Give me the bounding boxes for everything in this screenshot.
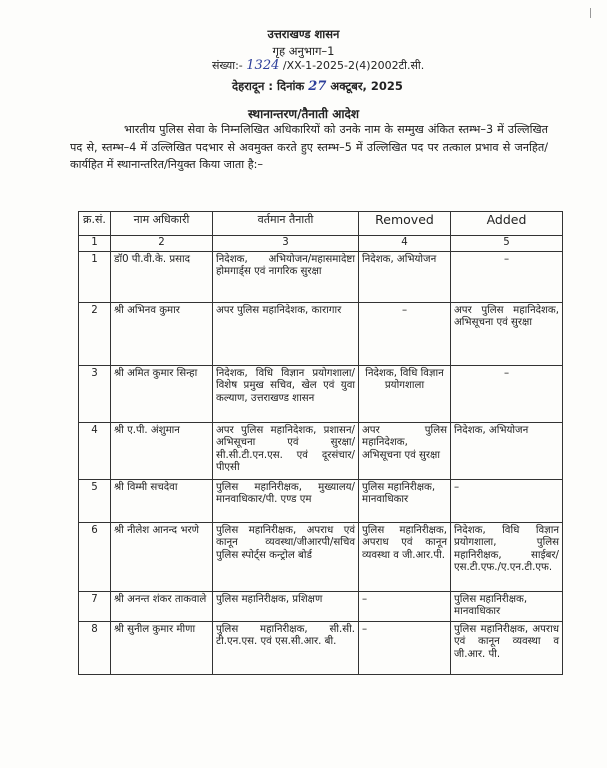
col-number: 5: [451, 236, 563, 252]
table-row: [79, 522, 563, 591]
col-header-added: Added: [451, 212, 563, 236]
cell-name: डॉ0 पी.वी.के. प्रसाद: [111, 251, 213, 302]
cell-removed: पुलिस महानिरीक्षक, अपराध एवं कानून व्यवस्था व जी.आर.पी.: [359, 522, 451, 591]
cell-removed: निदेशक, विधि विज्ञान प्रयोगशाला: [359, 365, 451, 422]
table-row: [79, 621, 563, 674]
col-header-sn: क्र.सं.: [79, 212, 111, 236]
government-heading: उत्तराखण्ड शासन: [267, 27, 340, 41]
ref-suffix: /XX-1-2025-2(4)2002टी.सी.: [282, 59, 425, 72]
cell-current: निदेशक, अभियोजन/महासमादेष्टा होमगार्ड्स एवं नागरिक सुरक्षा: [213, 251, 359, 302]
reference-number: [212, 58, 424, 73]
cell-current: पुलिस महानिरीक्षक, प्रशिक्षण: [213, 591, 359, 621]
cell-added: –: [451, 365, 563, 422]
cell-current: पुलिस महानिरीक्षक, सी.सी. टी.एन.एस. एवं एस.सी.आर. बी.: [213, 621, 359, 674]
cell-current: निदेशक, विधि विज्ञान प्रयोगशाला/विशेष प्रमुख सचिव, खेल एवं युवा कल्याण, उत्तराखण्ड शासन: [213, 365, 359, 422]
col-number: 1: [79, 236, 111, 252]
date-suffix: अक्टूबर, 2025: [330, 79, 403, 93]
cell-removed: –: [359, 302, 451, 365]
table-row: [79, 422, 563, 479]
cell-current: पुलिस महानिरीक्षक, अपराध एवं कानून व्यवस्था/जीआरपी/सचिव पुलिस स्पोर्ट्स कन्ट्रोल बोर्ड: [213, 522, 359, 591]
table-row: [79, 479, 563, 522]
col-header-name: नाम अधिकारी: [111, 212, 213, 236]
cell-sn: 5: [79, 479, 111, 522]
cell-current: पुलिस महानिरीक्षक, मुख्यालय/मानवाधिकार/पी. एण्ड एम: [213, 479, 359, 522]
cell-name: श्री अभिनव कुमार: [111, 302, 213, 365]
cell-removed: पुलिस महानिरीक्षक, मानवाधिकार: [359, 479, 451, 522]
cell-added: पुलिस महानिरीक्षक, अपराध एवं कानून व्यवस्था व जी.आर. पी.: [451, 621, 563, 674]
cell-sn: 8: [79, 621, 111, 674]
cell-name: श्री विम्मी सचदेवा: [111, 479, 213, 522]
cell-removed: निदेशक, अभियोजन: [359, 251, 451, 302]
ref-handwritten-number: 1324: [246, 58, 280, 73]
staple-mark: [590, 8, 597, 18]
table-row: [79, 251, 563, 302]
cell-added: –: [451, 479, 563, 522]
table-row: [79, 365, 563, 422]
col-header-removed: Removed: [359, 212, 451, 236]
cell-current: अपर पुलिस महानिदेशक, कारागार: [213, 302, 359, 365]
col-number: 2: [111, 236, 213, 252]
transfer-table: [78, 211, 563, 675]
cell-sn: 3: [79, 365, 111, 422]
cell-name: श्री ए.पी. अंशुमान: [111, 422, 213, 479]
cell-current: अपर पुलिस महानिदेशक, प्रशासन/अभिसूचना एवं सुरक्षा/सी.सी.टी.एन.एस. एवं दूरसंचार/पीएसी: [213, 422, 359, 479]
cell-sn: 6: [79, 522, 111, 591]
table-row: [79, 302, 563, 365]
order-date: [232, 79, 403, 94]
cell-added: निदेशक, अभियोजन: [451, 422, 563, 479]
cell-name: श्री अनन्त शंकर ताकवाले: [111, 591, 213, 621]
cell-added: अपर पुलिस महानिदेशक, अभिसूचना एवं सुरक्षा: [451, 302, 563, 365]
cell-sn: 2: [79, 302, 111, 365]
cell-sn: 4: [79, 422, 111, 479]
cell-removed: –: [359, 591, 451, 621]
cell-name: श्री अमित कुमार सिन्हा: [111, 365, 213, 422]
department-heading: गृह अनुभाग–1: [272, 44, 335, 58]
date-handwritten-day: 27: [308, 79, 327, 94]
order-paragraph: भारतीय पुलिस सेवा के निम्नलिखित अधिकारियों को उनके नाम के सम्मुख अंकित स्तम्भ–3 में उल्लिखित पद से, स्तम्भ–4 में उल्लिखित पदभार से अवमुक्त करते हुए स्तम्भ–5 में उल्लिखित पद पर तत्काल प्रभाव से जनहित/कार्यहित में स्थानान्तरित/नियुक्त किया जाता है:–: [70, 123, 548, 171]
cell-removed: –: [359, 621, 451, 674]
cell-sn: 1: [79, 251, 111, 302]
col-header-current: वर्तमान तैनाती: [213, 212, 359, 236]
column-number-row: [79, 236, 563, 252]
col-number: 4: [359, 236, 451, 252]
cell-added: निदेशक, विधि विज्ञान प्रयोगशाला, पुलिस महानिरीक्षक, साईबर/एस.टी.एफ./ए.एन.टी.एफ.: [451, 522, 563, 591]
cell-added: –: [451, 251, 563, 302]
cell-name: श्री सुनील कुमार मीणा: [111, 621, 213, 674]
order-subject: स्थानान्तरण/तैनाती आदेश: [247, 107, 359, 121]
cell-removed: अपर पुलिस महानिदेशक, अभिसूचना एवं सुरक्षा: [359, 422, 451, 479]
cell-sn: 7: [79, 591, 111, 621]
col-number: 3: [213, 236, 359, 252]
cell-name: श्री नीलेश आनन्द भरणे: [111, 522, 213, 591]
table-header-row: [79, 212, 563, 236]
date-prefix: देहरादून : दिनांक: [232, 79, 305, 93]
table-row: [79, 591, 563, 621]
cell-added: पुलिस महानिरीक्षक, मानवाधिकार: [451, 591, 563, 621]
ref-prefix: संख्या:-: [212, 59, 243, 72]
